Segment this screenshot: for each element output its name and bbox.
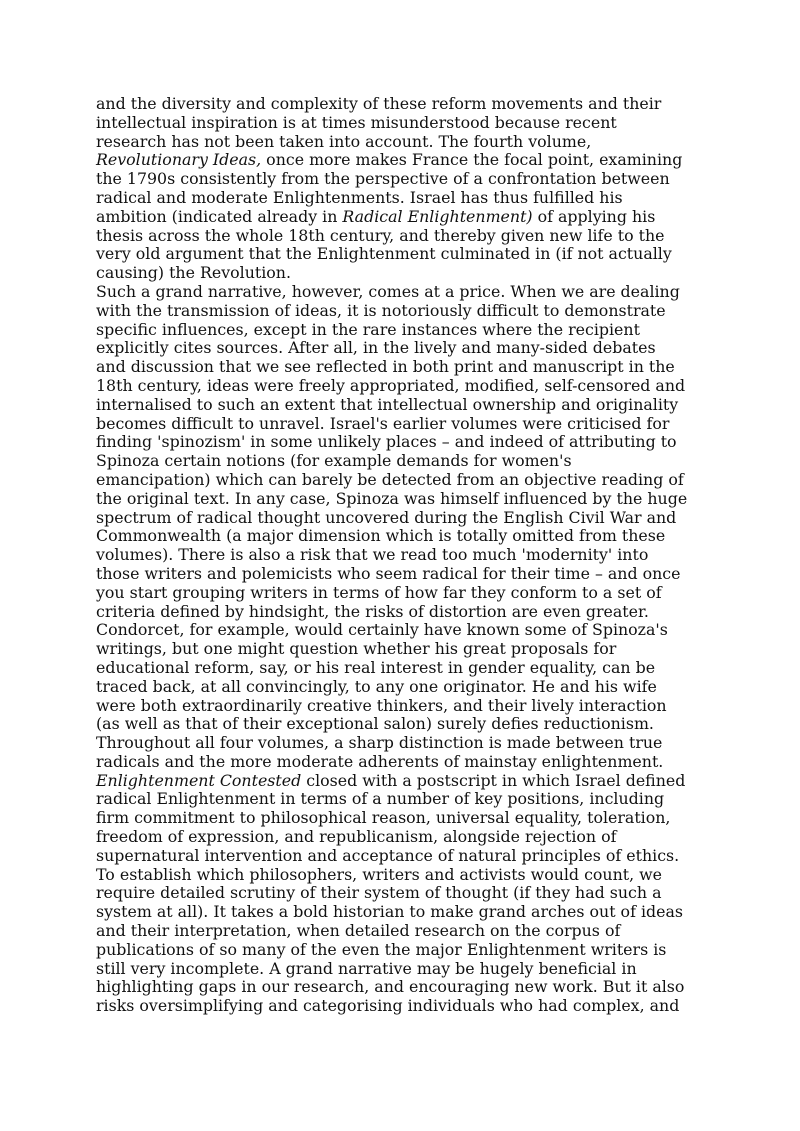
text-line xyxy=(96,828,708,847)
text-run: Such a grand narrative, however, comes at a price. When we are dealing xyxy=(96,281,680,301)
text-line xyxy=(96,490,708,509)
text-run: radicals and the more moderate adherents of mainstay enlightenment. xyxy=(96,751,664,771)
text-line xyxy=(96,189,708,208)
text-run: system at all). It takes a bold historian to make grand arches out of ideas xyxy=(96,902,683,922)
text-run: the original text. In any case, Spinoza was himself influenced by the huge xyxy=(96,488,688,508)
text-line xyxy=(96,339,708,358)
text-line xyxy=(96,603,708,622)
text-run: spectrum of radical thought uncovered during the English Civil War and xyxy=(96,507,677,527)
text-run: still very incomplete. A grand narrative may be hugely beneficial in xyxy=(96,958,637,978)
text-line xyxy=(96,452,708,471)
text-line xyxy=(96,95,708,114)
text-run: once more makes France the focal point, examining xyxy=(261,150,683,170)
text-run: specific influences, except in the rare instances where the recipient xyxy=(96,319,640,339)
text-line xyxy=(96,790,708,809)
text-run: finding 'spinozism' in some unlikely places – and indeed of attributing to xyxy=(96,432,677,452)
text-run: research has not been taken into account. The fourth volume, xyxy=(96,131,592,151)
text-run: the 1790s consistently from the perspective of a confrontation between xyxy=(96,169,670,189)
text-run: explicitly cites sources. After all, in the lively and many-sided debates xyxy=(96,338,656,358)
text-run: ambition (indicated already in xyxy=(96,206,343,226)
text-run: (as well as that of their exceptional salon) surely defies reductionism. xyxy=(96,714,654,734)
italic-title-text: Enlightenment Contested xyxy=(96,770,302,790)
text-run: Throughout all four volumes, a sharp distinction is made between true xyxy=(96,733,663,753)
text-run: of applying his xyxy=(532,206,656,226)
text-line xyxy=(96,133,708,152)
text-run: writings, but one might question whether his great proposals for xyxy=(96,639,617,659)
text-line xyxy=(96,170,708,189)
text-line xyxy=(96,678,708,697)
text-run: 18th century, ideas were freely appropriated, modified, self-censored and xyxy=(96,375,686,395)
text-line xyxy=(96,227,708,246)
text-line xyxy=(96,377,708,396)
italic-title-text: Revolutionary Ideas, xyxy=(96,150,262,170)
text-run: firm commitment to philosophical reason, universal equality, toleration, xyxy=(96,808,671,828)
text-run: traced back, at all convincingly, to any one originator. He and his wife xyxy=(96,676,657,696)
text-run: closed with a postscript in which Israel defined xyxy=(301,770,686,790)
text-line xyxy=(96,433,708,452)
text-line xyxy=(96,358,708,377)
text-line xyxy=(96,415,708,434)
text-line xyxy=(96,941,708,960)
text-line xyxy=(96,922,708,941)
text-line xyxy=(96,527,708,546)
text-line xyxy=(96,546,708,565)
text-run: those writers and polemicists who seem radical for their time – and once xyxy=(96,563,681,583)
text-run: require detailed scrutiny of their system of thought (if they had such a xyxy=(96,883,662,903)
text-line xyxy=(96,978,708,997)
text-run: and their interpretation, when detailed research on the corpus of xyxy=(96,921,621,941)
text-run: internalised to such an extent that intellectual ownership and originality xyxy=(96,394,679,414)
text-run: intellectual inspiration is at times misunderstood because recent xyxy=(96,112,617,132)
text-line xyxy=(96,753,708,772)
text-run: volumes). There is also a risk that we read too much 'modernity' into xyxy=(96,545,649,565)
text-line xyxy=(96,734,708,753)
text-line xyxy=(96,114,708,133)
text-line xyxy=(96,640,708,659)
text-run: highlighting gaps in our research, and encouraging new work. But it also xyxy=(96,977,685,997)
text-run: risks oversimplifying and categorising individuals who had complex, and xyxy=(96,996,680,1016)
text-line xyxy=(96,866,708,885)
text-run: criteria defined by hindsight, the risks of distortion are even greater. xyxy=(96,601,649,621)
text-line xyxy=(96,321,708,340)
text-run: becomes difficult to unravel. Israel's earlier volumes were criticised for xyxy=(96,413,670,433)
paragraph-grand-narrative xyxy=(96,283,708,1016)
text-line xyxy=(96,509,708,528)
text-line xyxy=(96,621,708,640)
text-line xyxy=(96,847,708,866)
text-line xyxy=(96,903,708,922)
text-line xyxy=(96,245,708,264)
text-line xyxy=(96,471,708,490)
text-run: and the diversity and complexity of these reform movements and their xyxy=(96,94,662,113)
text-run: with the transmission of ideas, it is notoriously difficult to demonstrate xyxy=(96,300,666,320)
text-run: Spinoza certain notions (for example demands for women's xyxy=(96,451,572,471)
text-line xyxy=(96,884,708,903)
text-run: supernatural intervention and acceptance of natural principles of ethics. xyxy=(96,845,680,865)
text-run: you start grouping writers in terms of how far they conform to a set of xyxy=(96,582,662,602)
text-line xyxy=(96,584,708,603)
text-run: and discussion that we see reflected in both print and manuscript in the xyxy=(96,357,675,377)
text-run: causing) the Revolution. xyxy=(96,263,291,283)
text-line xyxy=(96,302,708,321)
text-line xyxy=(96,659,708,678)
text-run: Condorcet, for example, would certainly have known some of Spinoza's xyxy=(96,620,668,640)
text-line xyxy=(96,809,708,828)
text-line xyxy=(96,565,708,584)
text-line xyxy=(96,715,708,734)
text-run: very old argument that the Enlightenment culminated in (if not actually xyxy=(96,244,672,264)
italic-title-text: Radical Enlightenment) xyxy=(342,206,533,226)
text-run: To establish which philosophers, writers and activists would count, we xyxy=(96,864,663,884)
text-run: freedom of expression, and republicanism, alongside rejection of xyxy=(96,827,617,847)
text-run: thesis across the whole 18th century, and thereby given new life to the xyxy=(96,225,665,245)
text-run: radical Enlightenment in terms of a number of key positions, including xyxy=(96,789,665,809)
text-line xyxy=(96,960,708,979)
text-line xyxy=(96,697,708,716)
text-run: radical and moderate Enlightenments. Israel has thus fulfilled his xyxy=(96,187,623,207)
paragraph-revolutionary-ideas xyxy=(96,95,708,283)
document-page xyxy=(96,95,708,1016)
text-line xyxy=(96,264,708,283)
text-run: Commonwealth (a major dimension which is totally omitted from these xyxy=(96,526,666,546)
text-run: publications of so many of the even the major Enlightenment writers is xyxy=(96,939,667,959)
text-run: emancipation) which can barely be detected from an objective reading of xyxy=(96,469,684,489)
text-run: educational reform, say, or his real interest in gender equality, can be xyxy=(96,657,656,677)
text-line xyxy=(96,772,708,791)
text-line xyxy=(96,208,708,227)
text-line xyxy=(96,997,708,1016)
text-run: were both extraordinarily creative thinkers, and their lively interaction xyxy=(96,695,667,715)
text-line xyxy=(96,283,708,302)
text-line xyxy=(96,396,708,415)
text-line xyxy=(96,151,708,170)
